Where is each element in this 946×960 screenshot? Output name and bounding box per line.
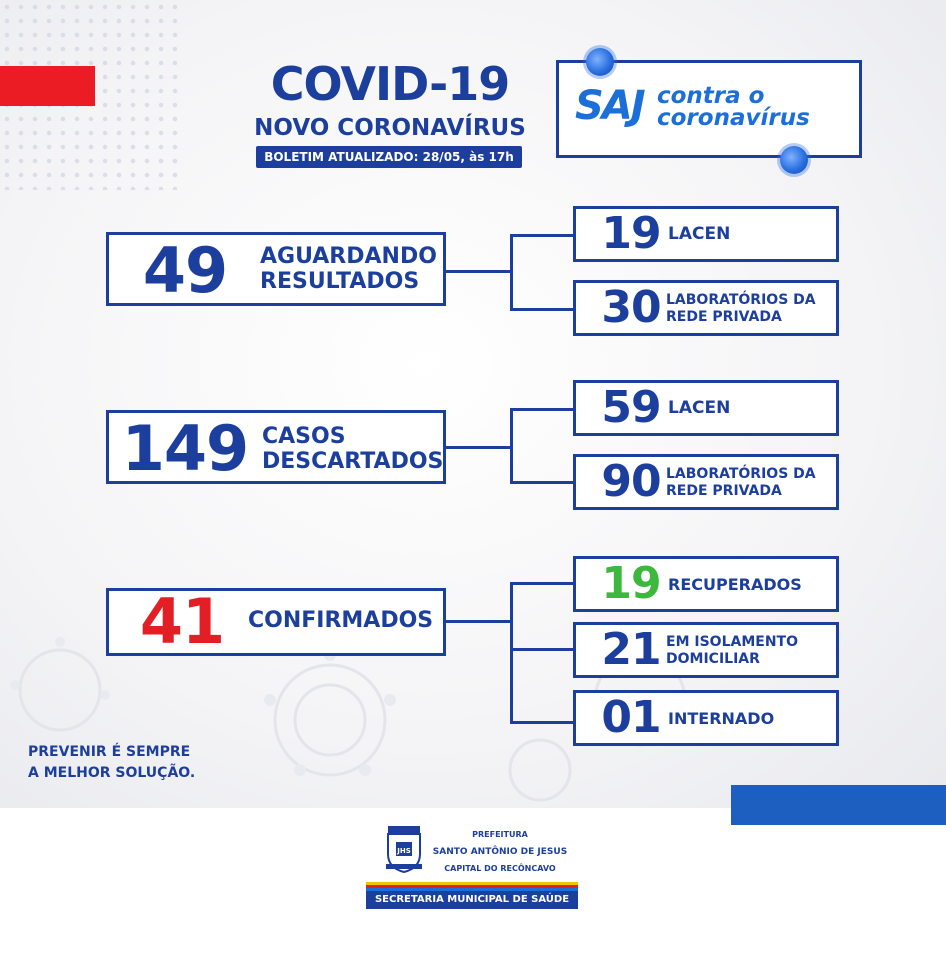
prefeitura-label: PREFEITURA xyxy=(472,830,528,839)
page-title: COVID-19 xyxy=(270,57,510,111)
connector-line xyxy=(510,308,574,311)
discarded-label-line2: DESCARTADOS xyxy=(262,449,444,474)
awaiting-private-line2: REDE PRIVADA xyxy=(666,309,782,325)
confirmed-cases-total: 41 xyxy=(139,585,225,658)
home-isolation-value: 21 xyxy=(601,624,661,675)
connector-line xyxy=(510,408,574,411)
discarded-lacen-value: 59 xyxy=(601,382,661,433)
awaiting-private-label xyxy=(666,292,816,326)
confirmed-cases-label: CONFIRMADOS xyxy=(248,608,434,633)
connector-line xyxy=(510,234,574,237)
recovered-value: 19 xyxy=(601,558,661,609)
campaign-letters: SAJ xyxy=(575,83,644,129)
discarded-lacen-label: LACEN xyxy=(668,398,731,418)
discarded-private-line2: REDE PRIVADA xyxy=(666,483,782,499)
discarded-cases-total: 149 xyxy=(121,412,249,485)
connector-line xyxy=(446,446,512,449)
awaiting-private-value: 30 xyxy=(601,282,661,333)
campaign-text xyxy=(657,85,810,129)
awaiting-label-line2: RESULTADOS xyxy=(260,269,420,294)
connector-line xyxy=(510,721,574,724)
health-department-banner: SECRETARIA MUNICIPAL DE SAÚDE xyxy=(366,891,578,909)
connector-line xyxy=(510,408,513,484)
discarded-private-label xyxy=(666,466,816,500)
virus-icon xyxy=(780,146,808,174)
logo-text: JHS xyxy=(397,847,411,855)
awaiting-results-label xyxy=(260,244,437,294)
virus-icon xyxy=(586,48,614,76)
awaiting-lacen-value: 19 xyxy=(601,208,661,259)
awaiting-label-line1: AGUARDANDO xyxy=(260,244,437,269)
awaiting-lacen-label: LACEN xyxy=(668,224,731,244)
slogan-line2: A MELHOR SOLUÇÃO. xyxy=(28,765,196,781)
city-name: SANTO ANTÔNIO DE JESUS xyxy=(432,847,568,857)
campaign-line1: contra o xyxy=(657,83,765,109)
city-tagline: CAPITAL DO RECÔNCAVO xyxy=(444,864,556,873)
city-coat-of-arms-icon xyxy=(384,824,424,874)
home-isolation-label xyxy=(666,634,798,668)
campaign-line2: coronavírus xyxy=(657,105,810,131)
home-isolation-line2: DOMICILIAR xyxy=(666,651,760,667)
connector-line xyxy=(510,582,574,585)
red-accent-bar xyxy=(0,66,95,106)
connector-line xyxy=(446,620,512,623)
home-isolation-line1: EM ISOLAMENTO xyxy=(666,634,798,650)
connector-line xyxy=(510,234,513,310)
discarded-cases-label xyxy=(262,424,443,474)
connector-line xyxy=(510,582,513,724)
connector-line xyxy=(446,270,512,273)
connector-line xyxy=(510,481,574,484)
discarded-label-line1: CASOS xyxy=(262,424,346,449)
slogan-line1: PREVENIR É SEMPRE xyxy=(28,744,191,760)
connector-line xyxy=(510,648,574,651)
page-subtitle: NOVO CORONAVÍRUS xyxy=(254,115,526,141)
discarded-private-value: 90 xyxy=(601,456,661,507)
discarded-private-line1: LABORATÓRIOS DA xyxy=(666,466,816,482)
recovered-label: RECUPERADOS xyxy=(668,575,802,594)
hospitalized-value: 01 xyxy=(601,692,661,743)
awaiting-private-line1: LABORATÓRIOS DA xyxy=(666,292,816,308)
awaiting-results-total: 49 xyxy=(142,234,228,307)
hospitalized-label: INTERNADO xyxy=(668,709,775,728)
prevention-slogan xyxy=(28,742,195,784)
bulletin-date-badge: BOLETIM ATUALIZADO: 28/05, às 17h xyxy=(256,146,522,168)
